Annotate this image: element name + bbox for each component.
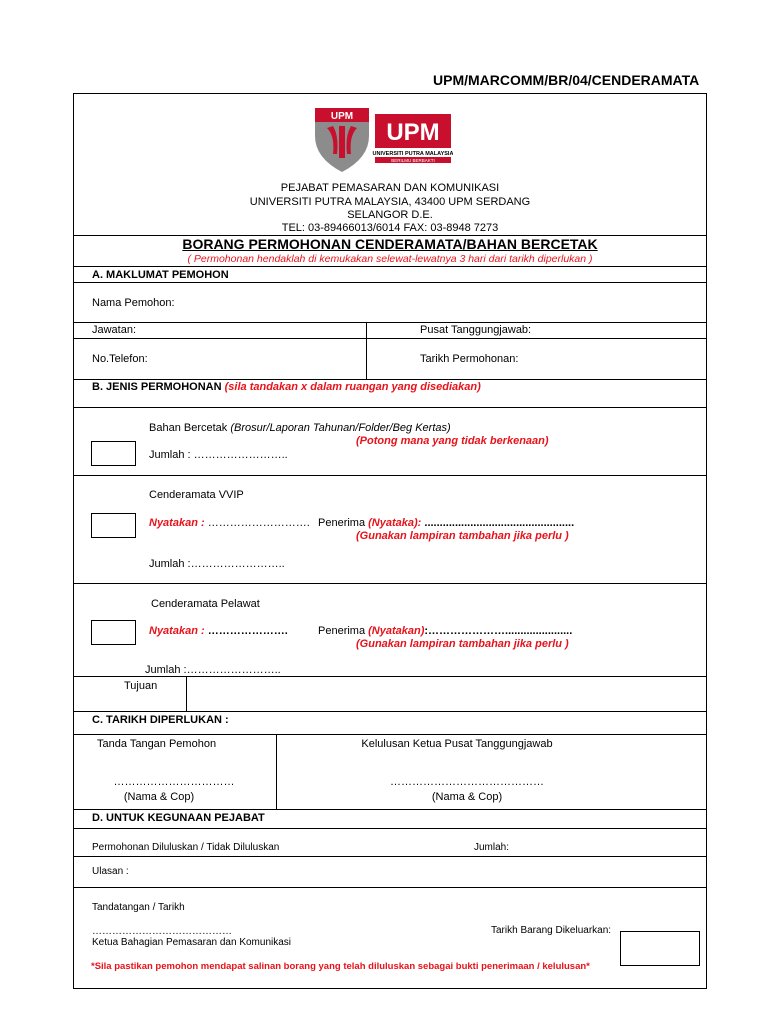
visitor-recipient-field[interactable] — [318, 625, 572, 637]
approval-title: Kelulusan Ketua Pusat Tanggungjawab — [361, 738, 553, 750]
approval-status[interactable]: Permohonan Diluluskan / Tidak Diluluskan — [92, 842, 280, 853]
application-date-field[interactable]: Tarikh Permohonan: — [420, 353, 519, 365]
phone-field[interactable]: No.Telefon: — [92, 353, 148, 365]
printed-material-label — [149, 422, 451, 434]
vvip-quantity[interactable]: Jumlah :…………………….. — [149, 558, 285, 570]
section-a-heading: A. MAKLUMAT PEMOHON — [92, 269, 229, 281]
form-title: BORANG PERMOHONAN CENDERAMATA/BAHAN BERCETAK — [182, 236, 598, 252]
visitor-souvenir-checkbox[interactable] — [91, 620, 136, 645]
upm-logo — [313, 106, 453, 176]
svg-text:UPM: UPM — [330, 111, 354, 122]
section-b-heading — [92, 381, 481, 393]
office-signature-line[interactable]: …………………………………… — [92, 926, 232, 937]
vvip-recipient-dots: ................................................. — [421, 517, 575, 529]
column-divider — [186, 676, 187, 711]
university-address: UNIVERSITI PUTRA MALAYSIA, 43400 UPM SERDANG — [249, 196, 531, 208]
vvip-recipient-field[interactable] — [318, 517, 574, 529]
release-date-box[interactable] — [620, 931, 700, 966]
section-d-heading: D. UNTUK KEGUNAAN PEJABAT — [92, 812, 265, 824]
vvip-recipient-note: (Nyataka): — [368, 517, 422, 529]
divider — [73, 322, 707, 323]
approved-quantity[interactable]: Jumlah: — [474, 842, 510, 853]
state: SELANGOR D.E. — [347, 209, 433, 221]
divider — [73, 734, 707, 735]
responsibility-center-field[interactable]: Pusat Tanggungjawab: — [420, 324, 532, 336]
printed-material-quantity[interactable]: Jumlah : …………………….. — [149, 449, 288, 461]
upm-shield-icon — [313, 106, 453, 176]
strike-note: (Potong mana yang tidak berkenaan) — [356, 435, 549, 447]
divider — [73, 338, 707, 339]
office-signature-label: Tandatangan / Tarikh — [92, 902, 185, 913]
divider — [73, 828, 707, 829]
form-reference-code: UPM/MARCOMM/BR/04/CENDERAMATA — [433, 72, 700, 88]
divider — [73, 407, 707, 408]
svg-text:UNIVERSITI PUTRA MALAYSIA: UNIVERSITI PUTRA MALAYSIA — [372, 151, 453, 157]
visitor-recipient-label: Penerima — [318, 625, 366, 637]
svg-text:BERILMU BERBAKTI: BERILMU BERBAKTI — [391, 158, 435, 163]
vvip-specify-label: Nyatakan : — [149, 517, 205, 529]
divider — [73, 856, 707, 857]
vvip-souvenir-checkbox[interactable] — [91, 513, 136, 538]
remarks-field[interactable]: Ulasan : — [92, 866, 129, 877]
applicant-name-field[interactable]: Nama Pemohon: — [92, 297, 175, 309]
release-date-label: Tarikh Barang Dikeluarkan: — [491, 925, 612, 936]
visitor-specify-label: Nyatakan : — [149, 625, 205, 637]
visitor-specify-dots: …………………. — [204, 625, 288, 637]
divider — [73, 475, 707, 476]
divider — [73, 282, 707, 283]
printed-material-checkbox[interactable] — [91, 441, 136, 466]
vvip-specify-dots: ………………………. — [204, 517, 310, 529]
visitor-souvenir-label: Cenderamata Pelawat — [151, 598, 260, 610]
vvip-recipient-label: Penerima — [318, 517, 366, 529]
approval-signature-line[interactable]: …………………………………… — [390, 776, 544, 788]
section-b-title: B. JENIS PERMOHONAN — [92, 381, 222, 393]
divider — [73, 676, 707, 677]
purpose-field[interactable]: Tujuan — [124, 680, 158, 692]
section-c-heading: C. TARIKH DIPERLUKAN : — [92, 714, 229, 726]
visitor-quantity[interactable]: Jumlah :…………………….. — [145, 664, 281, 676]
visitor-recipient-note: (Nyatakan) — [368, 625, 425, 637]
printed-material-types: (Brosur/Laporan Tahunan/Folder/Beg Kertas) — [230, 422, 451, 434]
applicant-name-stamp: (Nama & Cop) — [123, 791, 195, 803]
divider — [73, 266, 707, 267]
divider — [73, 583, 707, 584]
form-note: ( Permohonan hendaklah di kemukakan selewat-lewatnya 3 hari dari tarikh diperlukan ) — [187, 253, 593, 265]
approval-name-stamp: (Nama & Cop) — [431, 791, 503, 803]
divider — [73, 711, 707, 712]
contact-numbers: TEL: 03-89466013/6014 FAX: 03-8948 7273 — [281, 222, 499, 234]
visitor-attachment-note: (Gunakan lampiran tambahan jika perlu ) — [356, 638, 569, 650]
section-b-instruction: (sila tandakan x dalam ruangan yang disediakan) — [224, 381, 481, 393]
footer-note: *Sila pastikan pemohon mendapat salinan borang yang telah diluluskan sebagai bukti penerimaan / kelulusan* — [91, 961, 590, 972]
divider — [73, 809, 707, 810]
vvip-souvenir-label: Cenderamata VVIP — [149, 489, 244, 501]
svg-text:UPM: UPM — [386, 119, 440, 146]
applicant-signature-line[interactable]: …………………………… — [113, 776, 235, 788]
visitor-recipient-dots: :…………………...................... — [424, 625, 573, 637]
applicant-signature-title: Tanda Tangan Pemohon — [97, 738, 217, 750]
vvip-specify-field[interactable] — [149, 517, 310, 529]
office-name: PEJABAT PEMASARAN DAN KOMUNIKASI — [280, 182, 500, 194]
divider — [73, 887, 707, 888]
printed-material-title: Bahan Bercetak — [149, 422, 228, 434]
vvip-attachment-note: (Gunakan lampiran tambahan jika perlu ) — [356, 530, 569, 542]
visitor-specify-field[interactable] — [149, 625, 288, 637]
head-of-department: Ketua Bahagian Pemasaran dan Komunikasi — [92, 937, 292, 948]
position-field[interactable]: Jawatan: — [92, 324, 137, 336]
column-divider — [366, 322, 367, 379]
divider — [73, 379, 707, 380]
column-divider — [276, 734, 277, 809]
